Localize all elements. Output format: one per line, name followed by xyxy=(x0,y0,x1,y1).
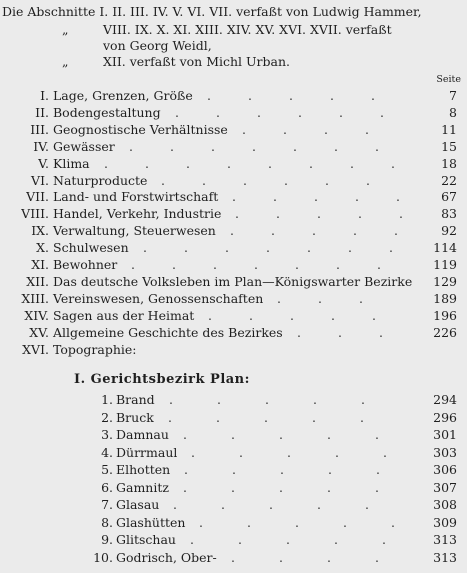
leader-dot: . xyxy=(307,240,311,256)
leader-dot: . xyxy=(131,257,135,272)
leader-dot: . xyxy=(324,121,328,137)
place-title: Glitschau xyxy=(116,532,176,547)
leader-dot: . xyxy=(330,88,334,103)
leader-dot: . xyxy=(295,257,299,272)
place-row xyxy=(0,480,467,496)
leader-dot: . xyxy=(336,257,340,272)
leader-dot: . xyxy=(371,88,375,103)
leader-dot: . xyxy=(129,138,133,154)
place-number: 5. xyxy=(101,462,113,477)
toc-number: IX. xyxy=(31,223,49,239)
toc-row xyxy=(0,325,467,341)
leader-dot: . xyxy=(391,155,395,171)
leader-dot: . xyxy=(360,409,364,425)
toc-row xyxy=(0,308,467,324)
leader-dot: . xyxy=(232,462,236,477)
leader-dot: . xyxy=(211,138,215,154)
leader-dot: . xyxy=(271,223,275,239)
leader-dot: . xyxy=(334,138,338,154)
leader-dot: . xyxy=(268,155,272,171)
leader-dot: . xyxy=(389,240,393,256)
toc-title: Naturproducte xyxy=(53,172,148,188)
leader-dot: . xyxy=(143,240,147,256)
leader-dot: . xyxy=(269,497,273,512)
leader-dot: . xyxy=(276,206,280,222)
leader-dot: . xyxy=(254,257,258,272)
leader-dot: . xyxy=(265,392,269,407)
authors-line-1: Die Abschnitte I. II. III. IV. V. VI. VII. verfaßt von Ludwig Hammer, xyxy=(2,4,422,19)
toc-row xyxy=(0,342,467,358)
leader-dot: . xyxy=(380,104,384,120)
toc-title: Allgemeine Geschichte des Bezirkes xyxy=(53,324,283,340)
leader-dot: . xyxy=(279,549,283,565)
toc-page-number: 18 xyxy=(441,155,457,171)
leader-dot: . xyxy=(361,392,365,407)
toc-title: Topographie: xyxy=(53,341,137,357)
toc-number: VII. xyxy=(26,189,49,205)
leader-dot: . xyxy=(312,223,316,239)
toc-title: Das deutsche Volksleben im Plan—Königswarter Bezirke xyxy=(53,273,413,289)
toc-number: VI. xyxy=(31,172,49,188)
leader-dot: . xyxy=(298,104,302,120)
leader-dot: . xyxy=(353,223,357,239)
leader-dot: . xyxy=(235,206,239,222)
toc-row xyxy=(0,156,467,172)
toc-title: Lage, Grenzen, Größe xyxy=(53,88,193,103)
leader-dot: . xyxy=(207,88,211,103)
toc-row xyxy=(0,223,467,239)
toc-title: Schulwesen xyxy=(53,240,129,256)
leader-dot: . xyxy=(375,549,379,565)
leader-dot: . xyxy=(287,444,291,460)
place-number: 4. xyxy=(101,444,113,460)
leader-dot: . xyxy=(382,532,386,547)
leader-dot: . xyxy=(175,104,179,120)
place-number: 6. xyxy=(101,479,113,495)
toc-row xyxy=(0,139,467,155)
leader-dot: . xyxy=(376,462,380,477)
toc-page-number: 189 xyxy=(433,290,457,306)
place-number: 9. xyxy=(101,532,113,547)
leader-dot: . xyxy=(348,240,352,256)
toc-page-number: 22 xyxy=(441,172,457,188)
leader-dot: . xyxy=(309,155,313,171)
toc-page-number: 83 xyxy=(441,206,457,222)
leader-dot: . xyxy=(248,88,252,103)
toc-number: I. xyxy=(40,88,49,103)
leader-dot: . xyxy=(358,206,362,222)
leader-dot: . xyxy=(231,479,235,495)
toc-title: Handel, Verkehr, Industrie xyxy=(53,206,222,222)
leader-dot: . xyxy=(169,392,173,407)
leader-dot: . xyxy=(355,189,359,205)
leader-dot: . xyxy=(186,155,190,171)
leader-dot: . xyxy=(264,409,268,425)
leader-dot: . xyxy=(331,307,335,323)
leader-dot: . xyxy=(225,240,229,256)
leader-dot: . xyxy=(243,172,247,188)
toc-row xyxy=(0,240,467,256)
place-row xyxy=(0,497,467,513)
place-row xyxy=(0,410,467,426)
leader-dot: . xyxy=(365,497,369,512)
toc-number: XIV. xyxy=(24,307,49,323)
toc-title: Klima xyxy=(53,155,90,171)
place-page-number: 307 xyxy=(433,479,457,495)
place-row xyxy=(0,550,467,566)
leader-dot: . xyxy=(202,172,206,188)
leader-dot: . xyxy=(190,532,194,547)
toc-row xyxy=(0,122,467,138)
leader-dot: . xyxy=(375,138,379,154)
toc-number: XVI. xyxy=(22,341,49,357)
leader-dot: . xyxy=(343,514,347,530)
ditto-mark-1: „ xyxy=(62,22,69,37)
place-number: 2. xyxy=(101,409,113,425)
leader-dot: . xyxy=(375,479,379,495)
toc-row xyxy=(0,105,467,121)
toc-page-number: 119 xyxy=(433,257,457,272)
leader-dot: . xyxy=(325,172,329,188)
leader-dot: . xyxy=(231,427,235,442)
authors-line-3: von Georg Weidl, xyxy=(103,38,212,53)
toc-page-number: 7 xyxy=(449,88,457,103)
leader-dot: . xyxy=(257,104,261,120)
page-column-label: Seite xyxy=(436,74,461,85)
leader-dot: . xyxy=(293,138,297,154)
toc-row xyxy=(0,173,467,189)
leader-dot: . xyxy=(312,409,316,425)
leader-dot: . xyxy=(290,307,294,323)
toc-number: II. xyxy=(35,104,49,120)
leader-dot: . xyxy=(170,138,174,154)
authors-line-4: XII. verfaßt von Michl Urban. xyxy=(103,54,290,69)
leader-dot: . xyxy=(365,121,369,137)
toc-page-number: 196 xyxy=(433,307,457,323)
toc-row xyxy=(0,274,467,290)
leader-dot: . xyxy=(399,206,403,222)
leader-dot: . xyxy=(208,307,212,323)
leader-dot: . xyxy=(172,257,176,272)
leader-dot: . xyxy=(327,549,331,565)
place-title: Damnau xyxy=(116,427,169,442)
leader-dot: . xyxy=(230,223,234,239)
place-title: Glashütten xyxy=(116,514,186,530)
toc-title: Gewässer xyxy=(53,138,115,154)
place-number: 1. xyxy=(101,392,113,407)
toc-number: V. xyxy=(38,155,49,171)
leader-dot: . xyxy=(280,462,284,477)
leader-dot: . xyxy=(327,479,331,495)
leader-dot: . xyxy=(168,409,172,425)
toc-page-number: 15 xyxy=(441,138,457,154)
toc-page-number: 11 xyxy=(441,121,457,137)
place-page-number: 308 xyxy=(433,497,457,512)
leader-dot: . xyxy=(161,172,165,188)
toc-row xyxy=(0,88,467,104)
place-row xyxy=(0,515,467,531)
leader-dot: . xyxy=(327,427,331,442)
toc-page-number: 226 xyxy=(433,324,457,340)
toc-number: XV. xyxy=(29,324,49,340)
place-page-number: 306 xyxy=(433,462,457,477)
toc-number: IV. xyxy=(33,138,49,154)
place-number: 7. xyxy=(101,497,113,512)
leader-dot: . xyxy=(334,532,338,547)
leader-dot: . xyxy=(217,392,221,407)
leader-dot: . xyxy=(191,444,195,460)
leader-dot: . xyxy=(394,223,398,239)
leader-dot: . xyxy=(377,257,381,272)
leader-dot: . xyxy=(216,409,220,425)
place-page-number: 309 xyxy=(433,514,457,530)
toc-page-number: 92 xyxy=(441,223,457,239)
place-title: Gamnitz xyxy=(116,479,169,495)
place-page-number: 301 xyxy=(433,427,457,442)
leader-dot: . xyxy=(359,290,363,306)
leader-dot: . xyxy=(318,290,322,306)
place-title: Glasau xyxy=(116,497,160,512)
leader-dot: . xyxy=(104,155,108,171)
toc-row xyxy=(0,206,467,222)
leader-dot: . xyxy=(184,462,188,477)
toc-number: XI. xyxy=(31,257,49,272)
place-number: 10. xyxy=(93,549,113,565)
place-page-number: 296 xyxy=(433,409,457,425)
leader-dot: . xyxy=(173,497,177,512)
place-number: 3. xyxy=(101,427,113,442)
leader-dot: . xyxy=(266,240,270,256)
authors-line-2: VIII. IX. X. XI. XIII. XIV. XV. XVI. XVII. verfaßt xyxy=(103,22,392,37)
toc-title: Bewohner xyxy=(53,257,118,272)
toc-number: X. xyxy=(36,240,49,256)
toc-number: III. xyxy=(30,121,49,137)
leader-dot: . xyxy=(372,307,376,323)
leader-dot: . xyxy=(313,392,317,407)
leader-dot: . xyxy=(289,88,293,103)
toc-number: XIII. xyxy=(21,290,49,306)
leader-dot: . xyxy=(366,172,370,188)
leader-dot: . xyxy=(183,479,187,495)
toc-title: Verwaltung, Steuerwesen xyxy=(53,223,216,239)
leader-dot: . xyxy=(350,155,354,171)
place-row xyxy=(0,532,467,548)
leader-dot: . xyxy=(396,189,400,205)
leader-dot: . xyxy=(279,427,283,442)
place-title: Bruck xyxy=(116,409,154,425)
leader-dot: . xyxy=(339,104,343,120)
leader-dot: . xyxy=(273,189,277,205)
toc-page-number: 114 xyxy=(433,240,457,256)
leader-dot: . xyxy=(379,324,383,340)
toc-title: Bodengestaltung xyxy=(53,104,161,120)
place-number: 8. xyxy=(101,514,113,530)
leader-dot: . xyxy=(314,189,318,205)
place-row xyxy=(0,445,467,461)
place-title: Dürrmaul xyxy=(116,444,178,460)
leader-dot: . xyxy=(335,444,339,460)
toc-number: XII. xyxy=(26,273,49,289)
leader-dot: . xyxy=(317,206,321,222)
place-title: Godrisch, Ober- xyxy=(116,549,217,565)
leader-dot: . xyxy=(227,155,231,171)
place-page-number: 294 xyxy=(433,392,457,407)
leader-dot: . xyxy=(145,155,149,171)
place-row xyxy=(0,392,467,408)
place-page-number: 303 xyxy=(433,444,457,460)
toc-page-number: 8 xyxy=(449,104,457,120)
leader-dot: . xyxy=(232,189,236,205)
place-page-number: 313 xyxy=(433,532,457,547)
leader-dot: . xyxy=(247,514,251,530)
leader-dot: . xyxy=(184,240,188,256)
ditto-mark-2: „ xyxy=(62,54,69,69)
toc-title: Vereinswesen, Genossenschaften xyxy=(53,290,264,306)
toc-row xyxy=(0,189,467,205)
toc-number: VIII. xyxy=(21,206,49,222)
leader-dot: . xyxy=(383,444,387,460)
place-title: Elhotten xyxy=(116,462,171,477)
place-row xyxy=(0,427,467,443)
leader-dot: . xyxy=(279,479,283,495)
leader-dot: . xyxy=(284,172,288,188)
place-page-number: 313 xyxy=(433,549,457,565)
leader-dot: . xyxy=(286,532,290,547)
toc-title: Geognostische Verhältnisse xyxy=(53,121,228,137)
leader-dot: . xyxy=(213,257,217,272)
leader-dot: . xyxy=(328,462,332,477)
toc-title: Sagen aus der Heimat xyxy=(53,307,195,323)
leader-dot: . xyxy=(391,514,395,530)
leader-dot: . xyxy=(252,138,256,154)
place-row xyxy=(0,462,467,478)
leader-dot: . xyxy=(249,307,253,323)
leader-dot: . xyxy=(242,121,246,137)
leader-dot: . xyxy=(297,324,301,340)
toc-page-number: 67 xyxy=(441,189,457,205)
toc-row xyxy=(0,291,467,307)
leader-dot: . xyxy=(183,427,187,442)
leader-dot: . xyxy=(239,444,243,460)
leader-dot: . xyxy=(317,497,321,512)
leader-dot: . xyxy=(375,427,379,442)
leader-dot: . xyxy=(231,549,235,565)
section-title: I. Gerichtsbezirk Plan: xyxy=(74,372,250,387)
leader-dot: . xyxy=(238,532,242,547)
leader-dot: . xyxy=(338,324,342,340)
leader-dot: . xyxy=(221,497,225,512)
leader-dot: . xyxy=(283,121,287,137)
toc-page-number: 129 xyxy=(433,273,457,289)
toc-row xyxy=(0,257,467,273)
toc-title: Land- und Forstwirtschaft xyxy=(53,189,219,205)
leader-dot: . xyxy=(216,104,220,120)
leader-dot: . xyxy=(277,290,281,306)
leader-dot: . xyxy=(199,514,203,530)
leader-dot: . xyxy=(295,514,299,530)
place-title: Brand xyxy=(116,392,155,407)
